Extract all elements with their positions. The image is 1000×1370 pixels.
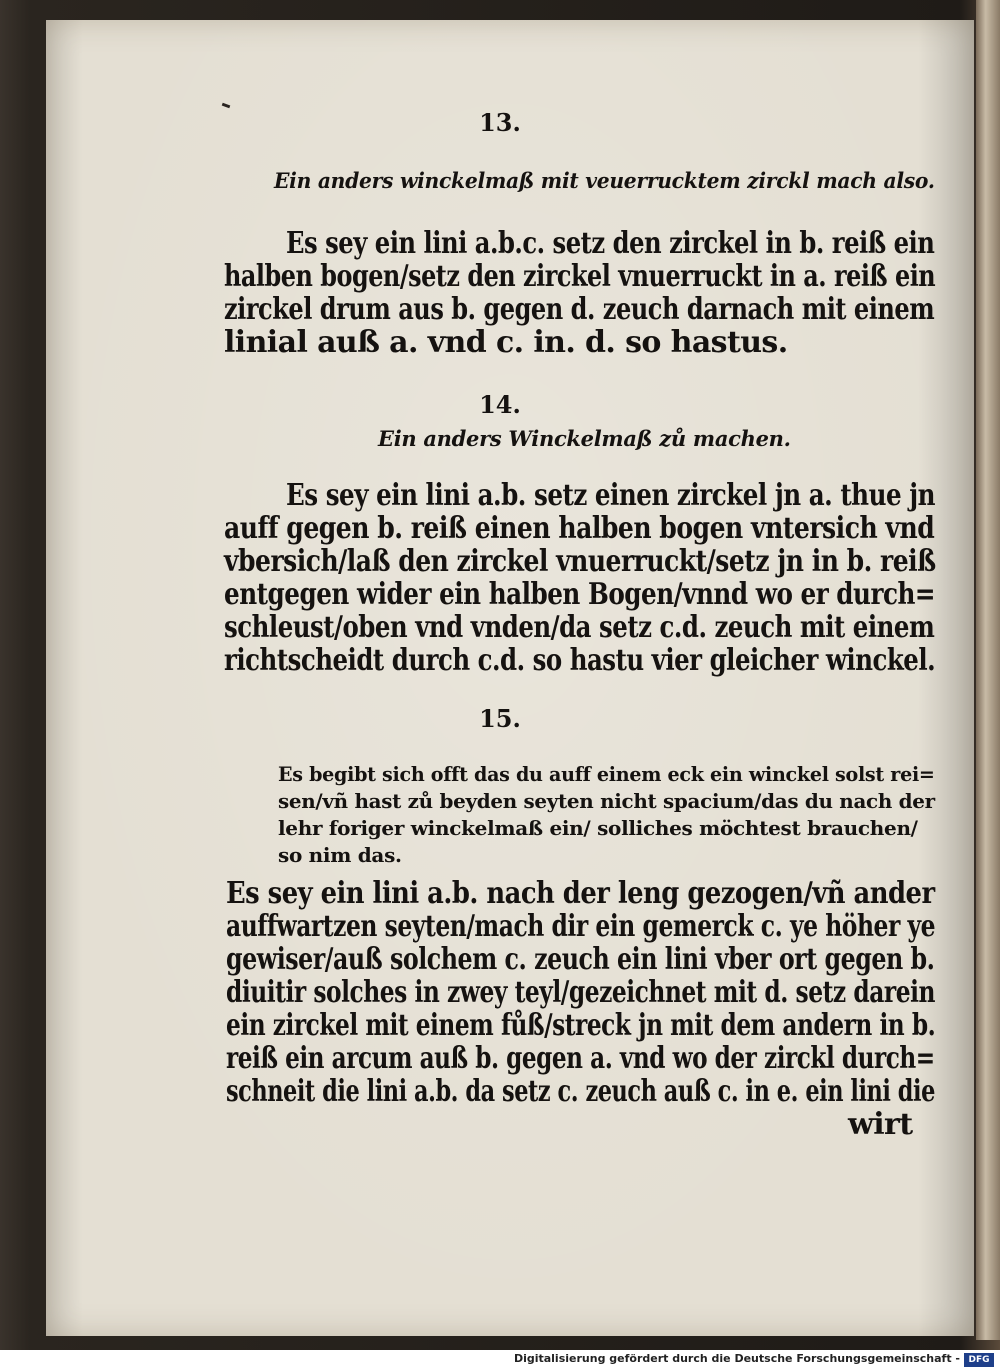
text-line: schleust/oben vnd vnden/da setz c.d. zeuch mit einem <box>224 610 935 645</box>
text-line: schneit die lini a.b. da setz c. zeuch auß c. in e. ein lini die <box>226 1074 935 1109</box>
text-line: halben bogen/setz den zirckel vnuerruckt in a. reiß ein <box>224 259 936 294</box>
text-line: reiß ein arcum auß b. gegen a. vnd wo der zirckl durch= <box>226 1041 935 1076</box>
note-line: sen/vñ hast zů beyden seyten nicht spacium/das du nach der <box>278 789 935 813</box>
book-page <box>46 20 974 1336</box>
dfg-logo: DFG <box>964 1353 994 1367</box>
text-line: diuitir solches in zwey teyl/gezeichnet mit d. setz darein <box>226 975 935 1010</box>
text-line: Es sey ein lini a.b. nach der leng gezogen/vñ ander <box>226 876 935 911</box>
section-number-15: 15. <box>479 704 521 733</box>
text-line: Es sey ein lini a.b. setz einen zirckel jn a. thue jn <box>286 478 936 513</box>
section-heading-14: Ein anders Winckelmaß zů machen. <box>378 426 791 451</box>
text-line: zirckel drum aus b. gegen d. zeuch darnach mit einem <box>224 292 935 327</box>
page-number: 13. <box>479 108 521 137</box>
text-line: auffwartzen seyten/mach dir ein gemerck c. ye höher ye <box>226 909 936 944</box>
next-page-edge <box>976 0 1000 1340</box>
section-heading: Ein anders winckelmaß mit veuerrucktem zirckl mach also. <box>274 168 935 193</box>
text-line: gewiser/auß solchem c. zeuch ein lini vber ort gegen b. <box>226 942 935 977</box>
text-line: ein zirckel mit einem fůß/streck jn mit dem andern in b. <box>226 1008 936 1043</box>
text-line: entgegen wider ein halben Bogen/vnnd wo er durch= <box>224 577 936 612</box>
note-line: Es begibt sich offt das du auff einem eck ein winckel solst rei= <box>278 762 935 786</box>
catchword: wirt <box>848 1107 913 1142</box>
note-line: lehr foriger winckelmaß ein/ solliches möchtest brauchen/ <box>278 816 918 840</box>
text-line: linial auß a. vnd c. in. d. so hastus. <box>224 325 788 360</box>
note-line: so nim das. <box>278 843 402 867</box>
text-line: auff gegen b. reiß einen halben bogen vntersich vnd <box>224 511 935 546</box>
text-line: Es sey ein lini a.b.c. setz den zirckel in b. reiß ein <box>286 226 935 261</box>
footer-credit: Digitalisierung gefördert durch die Deutsche Forschungsgemeinschaft - <box>513 1352 960 1365</box>
section-number-14: 14. <box>479 390 521 419</box>
text-line: vbersich/laß den zirckel vnuerruckt/setz jn in b. reiß <box>224 544 936 579</box>
footer-bar <box>0 1350 1000 1370</box>
text-line: richtscheidt durch c.d. so hastu vier gleicher winckel. <box>224 643 936 678</box>
